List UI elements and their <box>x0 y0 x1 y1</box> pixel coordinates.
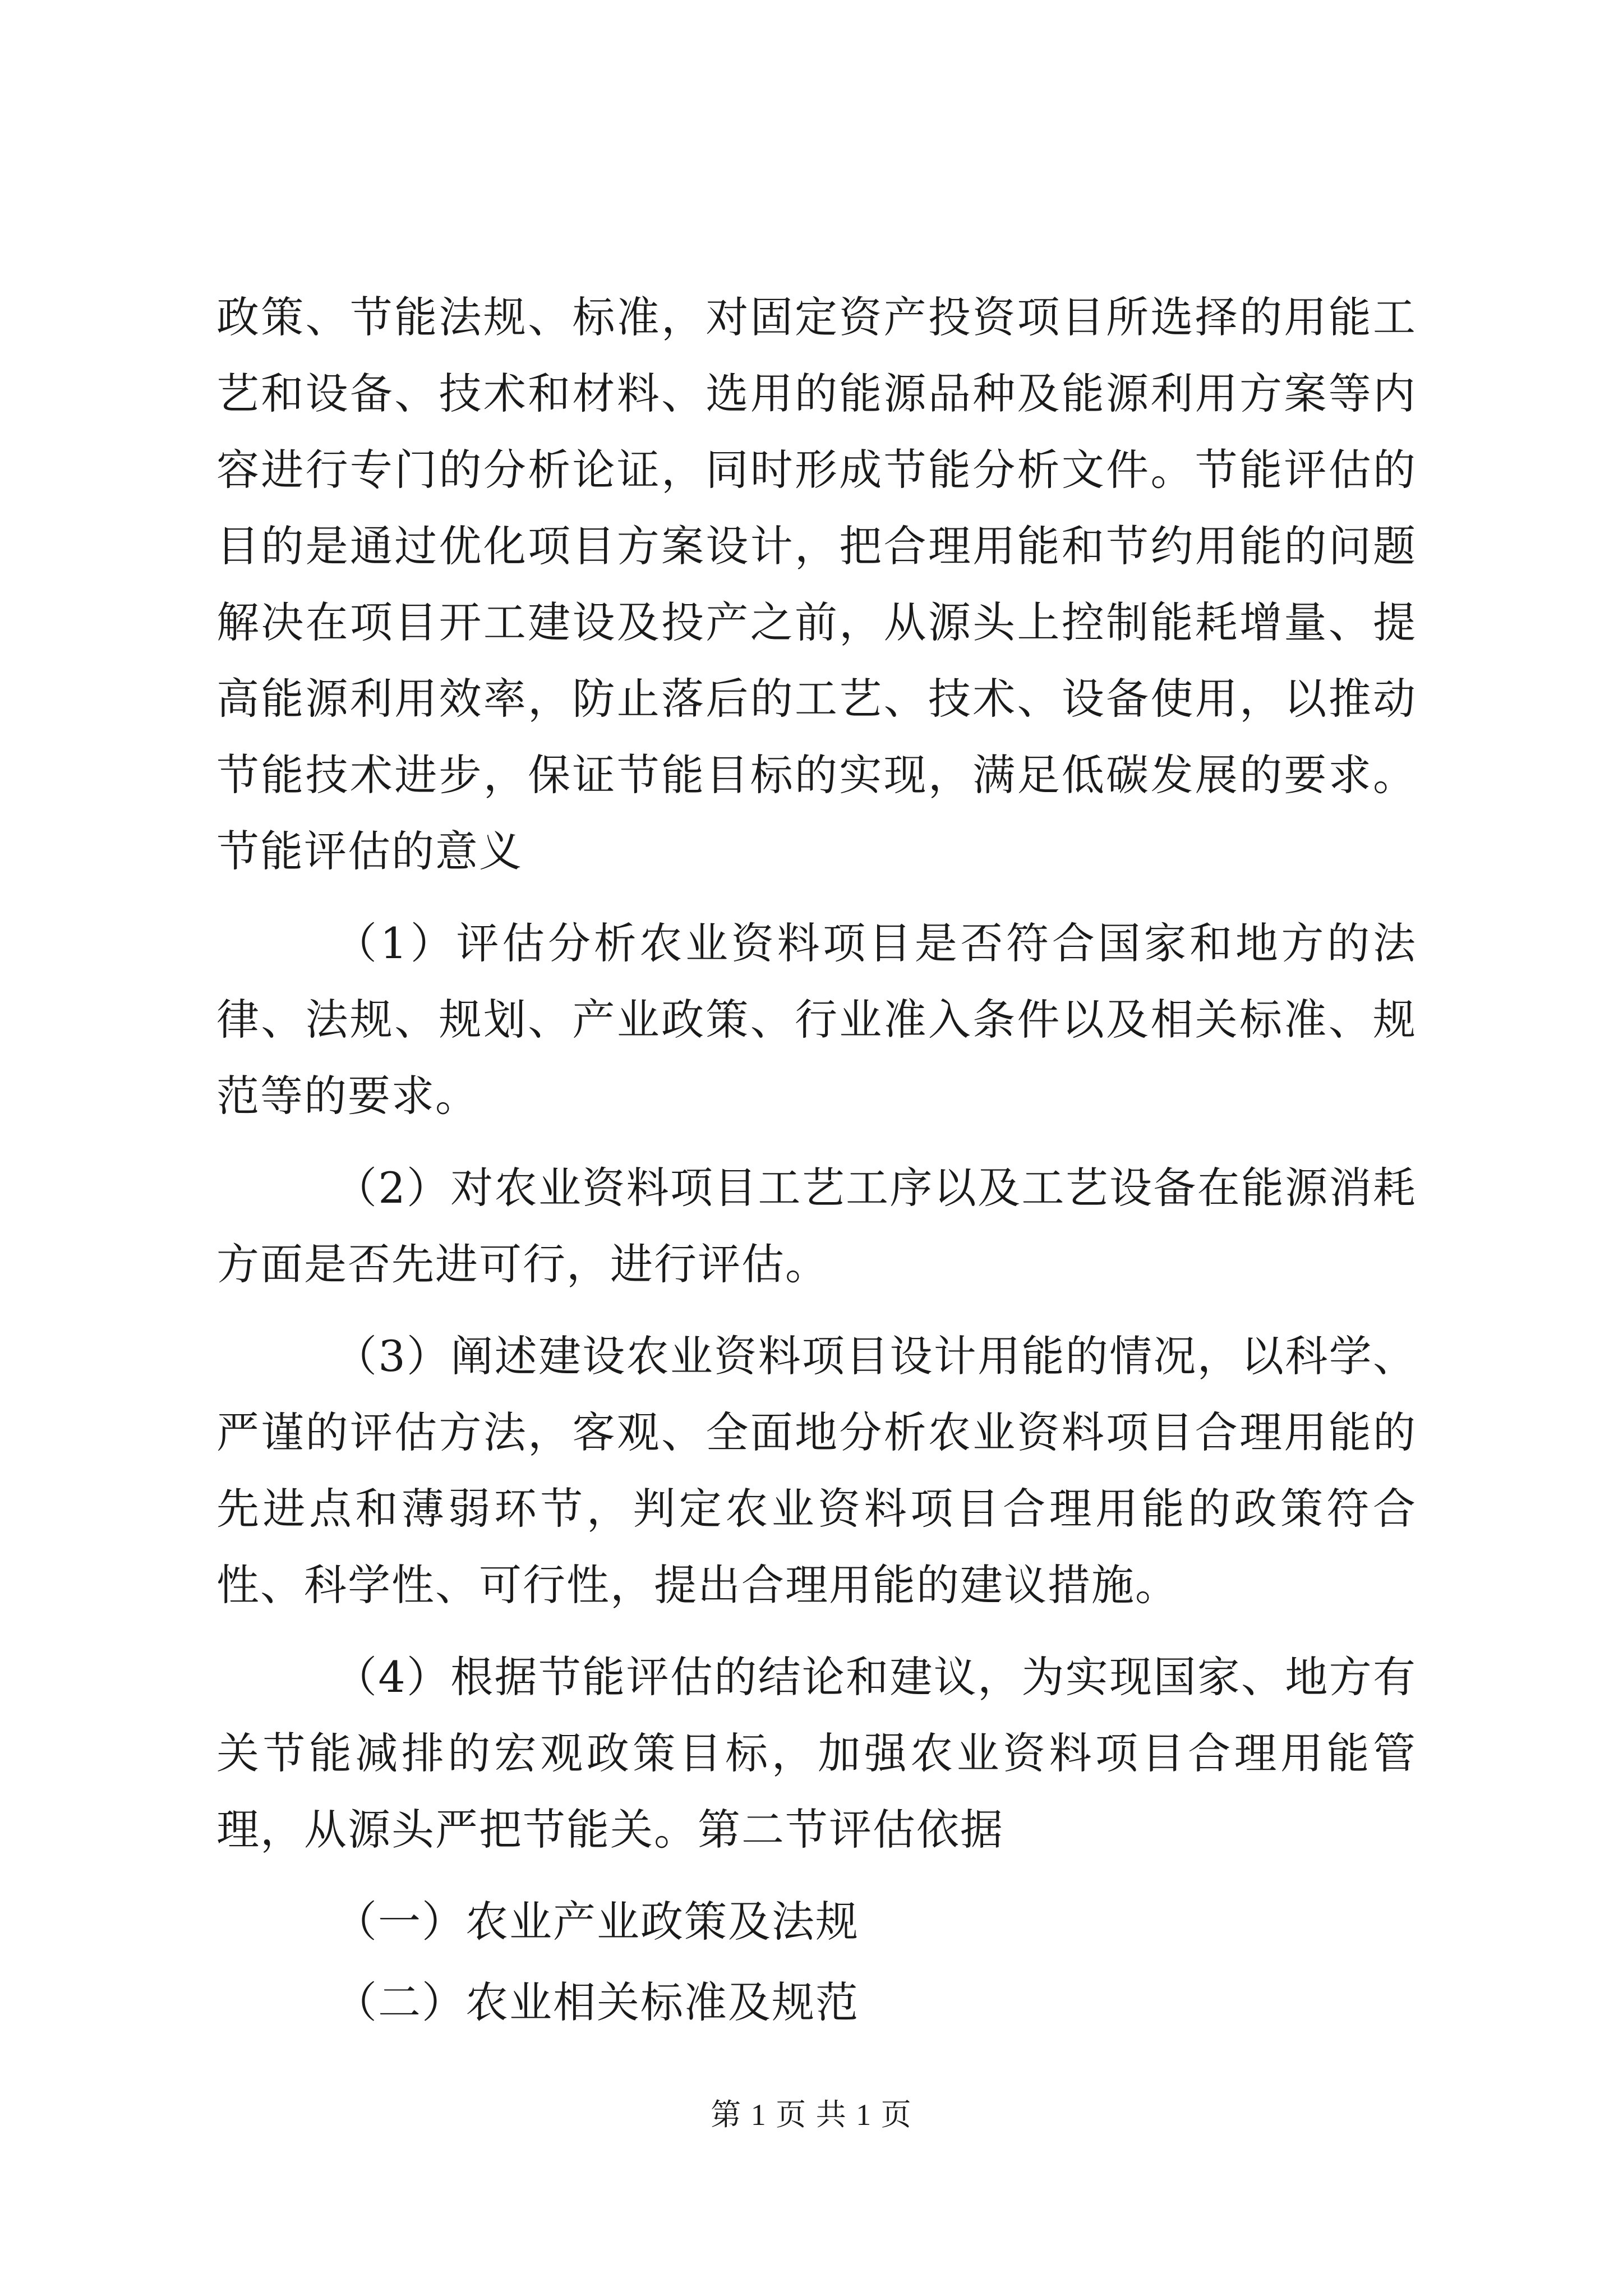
paragraph-continuation: 政策、节能法规、标准，对固定资产投资项目所选择的用能工艺和设备、技术和材料、选用的能源品种及能源利用方案等内容进行专门的分析论证，同时形成节能分析文件。节能评估的目的是通过优化项目方案设计，把合理用能和节约用能的问题解决在项目开工建设及投产之前，从源头上控制能耗增量、提高能源利用效率，防止落后的工艺、技术、设备使用，以推动节能技术进步，保证节能目标的实现，满足低碳发展的要求。节能评估的意义 <box>216 292 1417 876</box>
paragraph-basis-2: （二）农业相关标准及规范 <box>334 1977 859 2027</box>
document-body <box>216 279 1417 2056</box>
page-footer <box>0 2095 1623 2134</box>
paragraph-basis-1: （一）农业产业政策及法规 <box>334 1897 859 1947</box>
paragraph-item-2: （2）对农业资料项目工艺工序以及工艺设备在能源消耗方面是否先进可行，进行评估。 <box>216 1163 1417 1289</box>
paragraph-item-4: （4）根据节能评估的结论和建议，为实现国家、地方有关节能减排的宏观政策目标，加强农业资料项目合理用能管理，从源头严把节能关。第二节评估依据 <box>216 1652 1417 1855</box>
paragraph-item-1: （1）评估分析农业资料项目是否符合国家和地方的法律、法规、规划、产业政策、行业准入条件以及相关标准、规范等的要求。 <box>216 918 1417 1121</box>
page-number-label: 第 1 页 共 1 页 <box>711 2098 912 2132</box>
paragraph-item-3: （3）阐述建设农业资料项目设计用能的情况，以科学、严谨的评估方法，客观、全面地分析农业资料项目合理用能的先进点和薄弱环节，判定农业资料项目合理用能的政策符合性、科学性、可行性，提出合理用能的建议措施。 <box>216 1331 1417 1610</box>
